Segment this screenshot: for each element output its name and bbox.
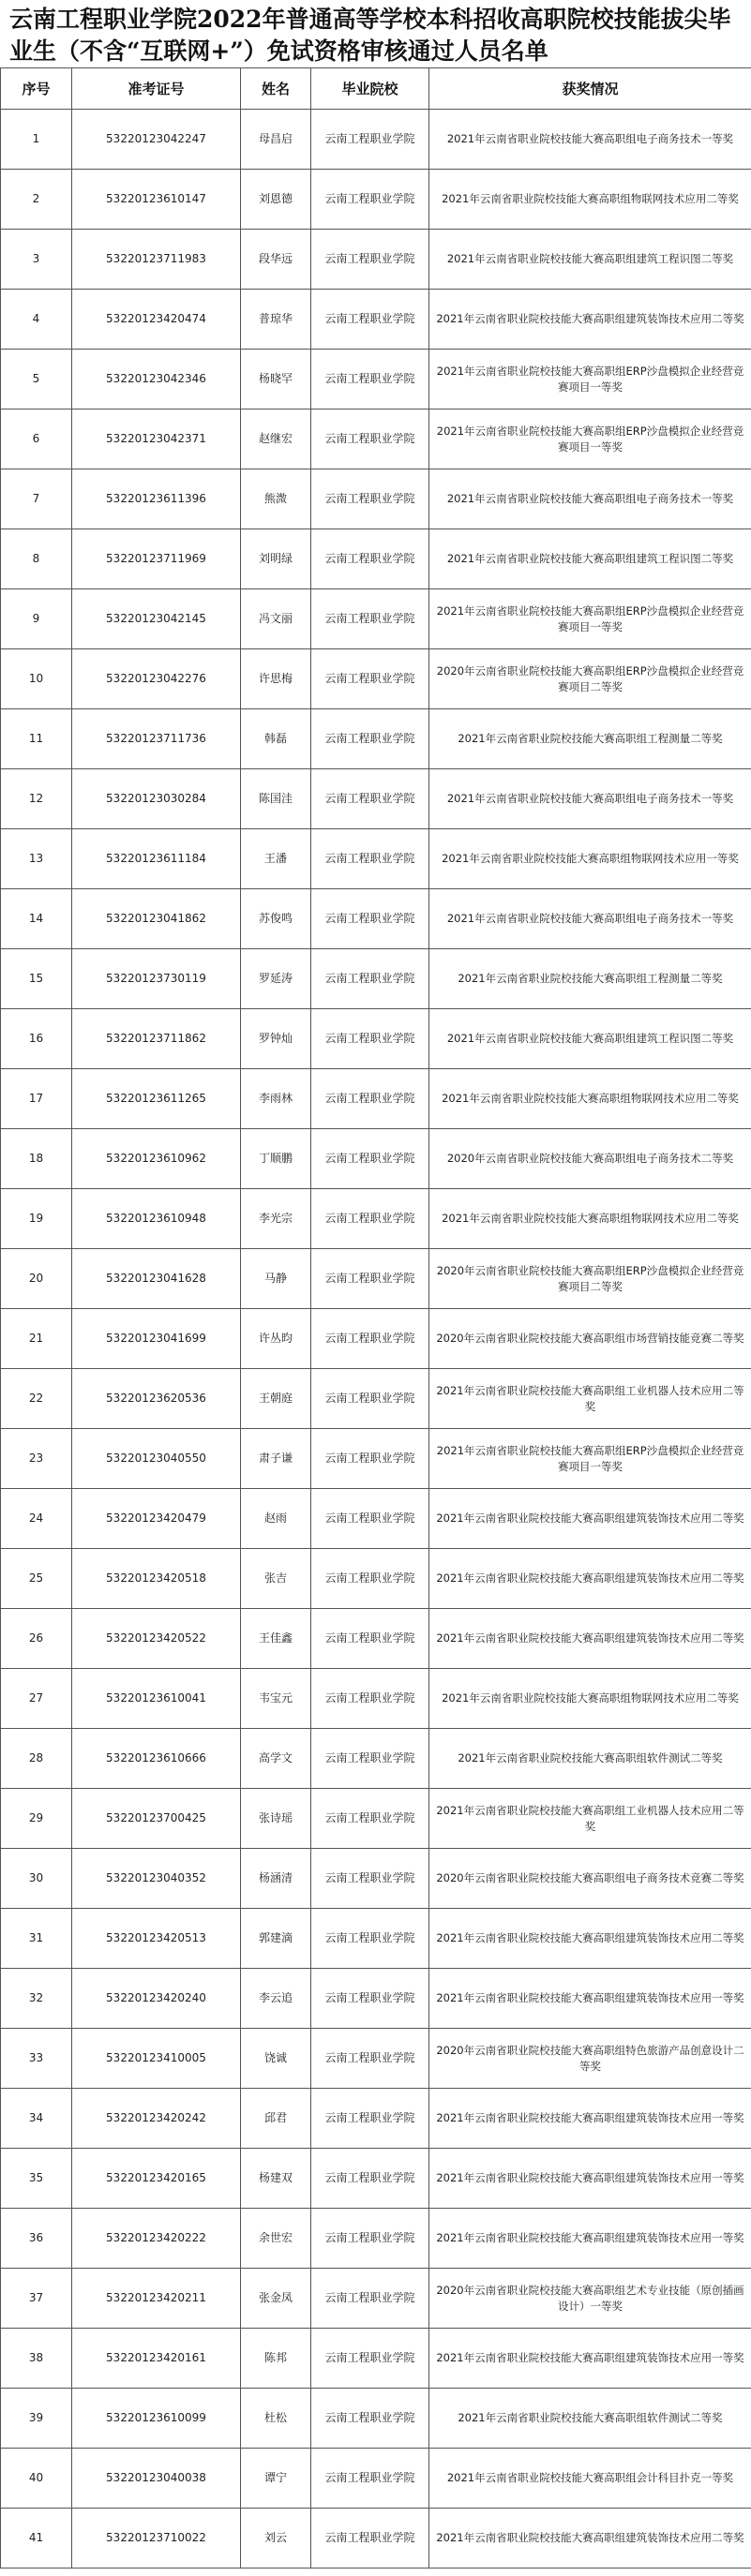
cell-name: 马静 [241, 1249, 311, 1309]
table-row [1, 1429, 751, 1489]
table-row [1, 589, 751, 649]
cell-school: 云南工程职业学院 [311, 290, 429, 350]
cell-exam-id: 53220123410005 [72, 2029, 241, 2089]
cell-name: 韦宝元 [241, 1669, 311, 1729]
cell-award: 2021年云南省职业院校技能大赛高职组会计科目扑克一等奖 [429, 2449, 751, 2509]
cell-award: 2021年云南省职业院校技能大赛高职组电子商务技术一等奖 [429, 469, 751, 529]
cell-school: 云南工程职业学院 [311, 1909, 429, 1969]
page-title: 云南工程职业学院2022年普通高等学校本科招收高职院校技能拔尖毕业生（不含“互联网+”）免试资格审核通过人员名单 [9, 6, 731, 65]
cell-award: 2021年云南省职业院校技能大赛高职组建筑装饰技术应用一等奖 [429, 2089, 751, 2149]
cell-school: 云南工程职业学院 [311, 409, 429, 469]
cell-exam-id: 53220123610099 [72, 2389, 241, 2449]
cell-school: 云南工程职业学院 [311, 1249, 429, 1309]
cell-award: 2021年云南省职业院校技能大赛高职组建筑工程识图二等奖 [429, 230, 751, 290]
cell-school: 云南工程职业学院 [311, 2329, 429, 2389]
table-row [1, 1909, 751, 1969]
cell-school: 云南工程职业学院 [311, 709, 429, 769]
cell-exam-id: 53220123611265 [72, 1069, 241, 1129]
cell-school: 云南工程职业学院 [311, 469, 429, 529]
table-row [1, 290, 751, 350]
cell-name: 张金凤 [241, 2269, 311, 2329]
cell-name: 苏俊鸣 [241, 889, 311, 949]
cell-school: 云南工程职业学院 [311, 829, 429, 889]
table-row [1, 2269, 751, 2329]
table-row [1, 2029, 751, 2089]
cell-exam-id: 53220123610666 [72, 1729, 241, 1789]
table-row [1, 2329, 751, 2389]
cell-seq: 30 [1, 1849, 72, 1909]
cell-school: 云南工程职业学院 [311, 1849, 429, 1909]
cell-award: 2021年云南省职业院校技能大赛高职组物联网技术应用二等奖 [429, 1669, 751, 1729]
cell-exam-id: 53220123420513 [72, 1909, 241, 1969]
cell-name: 王朝庭 [241, 1369, 311, 1429]
cell-exam-id: 53220123420518 [72, 1549, 241, 1609]
cell-award: 2020年云南省职业院校技能大赛高职组艺术专业技能（原创插画设计）一等奖 [429, 2269, 751, 2329]
cell-exam-id: 53220123041862 [72, 889, 241, 949]
cell-seq: 38 [1, 2329, 72, 2389]
cell-school: 云南工程职业学院 [311, 1789, 429, 1849]
cell-award: 2021年云南省职业院校技能大赛高职组建筑装饰技术应用二等奖 [429, 1549, 751, 1609]
cell-school: 云南工程职业学院 [311, 1669, 429, 1729]
cell-award: 2021年云南省职业院校技能大赛高职组物联网技术应用一等奖 [429, 829, 751, 889]
table-row [1, 1009, 751, 1069]
cell-name: 张吉 [241, 1549, 311, 1609]
cell-school: 云南工程职业学院 [311, 2449, 429, 2509]
cell-name: 许丛昀 [241, 1309, 311, 1369]
table-row [1, 469, 751, 529]
cell-school: 云南工程职业学院 [311, 110, 429, 170]
cell-seq: 12 [1, 769, 72, 829]
table-row [1, 1489, 751, 1549]
cell-name: 杨涵清 [241, 1849, 311, 1909]
cell-seq: 22 [1, 1369, 72, 1429]
cell-name: 丁顺鹏 [241, 1129, 311, 1189]
cell-seq: 9 [1, 589, 72, 649]
cell-seq: 33 [1, 2029, 72, 2089]
cell-award: 2021年云南省职业院校技能大赛高职组电子商务技术一等奖 [429, 110, 751, 170]
cell-name: 杨晓罕 [241, 350, 311, 409]
table-row [1, 1549, 751, 1609]
table-row [1, 1789, 751, 1849]
cell-name: 肃子谦 [241, 1429, 311, 1489]
cell-award: 2020年云南省职业院校技能大赛高职组ERP沙盘模拟企业经营竞赛项目二等奖 [429, 1249, 751, 1309]
cell-name: 罗钟灿 [241, 1009, 311, 1069]
cell-seq: 1 [1, 110, 72, 170]
cell-name: 李云追 [241, 1969, 311, 2029]
cell-exam-id: 53220123730119 [72, 949, 241, 1009]
cell-exam-id: 53220123042371 [72, 409, 241, 469]
cell-exam-id: 53220123030284 [72, 769, 241, 829]
table-row [1, 1249, 751, 1309]
cell-seq: 3 [1, 230, 72, 290]
cell-award: 2021年云南省职业院校技能大赛高职组建筑装饰技术应用二等奖 [429, 1489, 751, 1549]
cell-award: 2021年云南省职业院校技能大赛高职组电子商务技术一等奖 [429, 769, 751, 829]
cell-award: 2021年云南省职业院校技能大赛高职组建筑装饰技术应用二等奖 [429, 1609, 751, 1669]
cell-award: 2021年云南省职业院校技能大赛高职组ERP沙盘模拟企业经营竞赛项目一等奖 [429, 350, 751, 409]
table-row [1, 2509, 751, 2569]
header-award: 获奖情况 [429, 68, 751, 110]
cell-school: 云南工程职业学院 [311, 1549, 429, 1609]
table-row [1, 1969, 751, 2029]
cell-seq: 19 [1, 1189, 72, 1249]
cell-school: 云南工程职业学院 [311, 2029, 429, 2089]
cell-name: 高学文 [241, 1729, 311, 1789]
cell-exam-id: 53220123042276 [72, 649, 241, 709]
cell-seq: 17 [1, 1069, 72, 1129]
header-exam-id: 准考证号 [72, 68, 241, 110]
cell-exam-id: 53220123610962 [72, 1129, 241, 1189]
cell-award: 2020年云南省职业院校技能大赛高职组特色旅游产品创意设计二等奖 [429, 2029, 751, 2089]
cell-seq: 4 [1, 290, 72, 350]
cell-exam-id: 53220123711736 [72, 709, 241, 769]
table-row [1, 1129, 751, 1189]
cell-seq: 8 [1, 529, 72, 589]
cell-name: 余世宏 [241, 2209, 311, 2269]
cell-school: 云南工程职业学院 [311, 350, 429, 409]
cell-award: 2021年云南省职业院校技能大赛高职组建筑装饰技术应用一等奖 [429, 2209, 751, 2269]
cell-exam-id: 53220123700425 [72, 1789, 241, 1849]
table-row [1, 1609, 751, 1669]
cell-seq: 28 [1, 1729, 72, 1789]
cell-seq: 20 [1, 1249, 72, 1309]
table-row [1, 1189, 751, 1249]
cell-seq: 34 [1, 2089, 72, 2149]
cell-school: 云南工程职业学院 [311, 769, 429, 829]
cell-seq: 21 [1, 1309, 72, 1369]
cell-exam-id: 53220123420165 [72, 2149, 241, 2209]
cell-exam-id: 53220123610147 [72, 170, 241, 230]
table-row [1, 649, 751, 709]
cell-school: 云南工程职业学院 [311, 2089, 429, 2149]
cell-school: 云南工程职业学院 [311, 1129, 429, 1189]
cell-name: 韩磊 [241, 709, 311, 769]
cell-school: 云南工程职业学院 [311, 1429, 429, 1489]
header-seq: 序号 [1, 68, 72, 110]
table-row [1, 1069, 751, 1129]
cell-exam-id: 53220123420474 [72, 290, 241, 350]
table-row [1, 2209, 751, 2269]
cell-name: 普琼华 [241, 290, 311, 350]
cell-award: 2021年云南省职业院校技能大赛高职组物联网技术应用二等奖 [429, 1069, 751, 1129]
cell-exam-id: 53220123042247 [72, 110, 241, 170]
cell-school: 云南工程职业学院 [311, 1609, 429, 1669]
cell-exam-id: 53220123420240 [72, 1969, 241, 2029]
cell-exam-id: 53220123420211 [72, 2269, 241, 2329]
cell-school: 云南工程职业学院 [311, 2389, 429, 2449]
cell-school: 云南工程职业学院 [311, 1189, 429, 1249]
cell-name: 刘云 [241, 2509, 311, 2569]
cell-award: 2021年云南省职业院校技能大赛高职组建筑装饰技术应用二等奖 [429, 2509, 751, 2569]
cell-exam-id: 53220123040038 [72, 2449, 241, 2509]
cell-name: 李雨林 [241, 1069, 311, 1129]
cell-school: 云南工程职业学院 [311, 1069, 429, 1129]
cell-exam-id: 53220123420479 [72, 1489, 241, 1549]
table-row [1, 1369, 751, 1429]
cell-school: 云南工程职业学院 [311, 230, 429, 290]
cell-name: 段华远 [241, 230, 311, 290]
cell-seq: 32 [1, 1969, 72, 2029]
cell-name: 赵继宏 [241, 409, 311, 469]
cell-name: 陈邦 [241, 2329, 311, 2389]
cell-exam-id: 53220123610948 [72, 1189, 241, 1249]
cell-exam-id: 53220123420242 [72, 2089, 241, 2149]
cell-seq: 11 [1, 709, 72, 769]
cell-seq: 6 [1, 409, 72, 469]
table-row [1, 1729, 751, 1789]
cell-seq: 23 [1, 1429, 72, 1489]
cell-award: 2020年云南省职业院校技能大赛高职组市场营销技能竞赛二等奖 [429, 1309, 751, 1369]
cell-name: 熊溦 [241, 469, 311, 529]
table-row [1, 2089, 751, 2149]
cell-award: 2021年云南省职业院校技能大赛高职组建筑装饰技术应用二等奖 [429, 1909, 751, 1969]
cell-name: 母昌启 [241, 110, 311, 170]
cell-award: 2021年云南省职业院校技能大赛高职组软件测试二等奖 [429, 2389, 751, 2449]
cell-exam-id: 53220123420222 [72, 2209, 241, 2269]
cell-seq: 13 [1, 829, 72, 889]
cell-name: 冯文丽 [241, 589, 311, 649]
cell-exam-id: 53220123611396 [72, 469, 241, 529]
results-table [0, 67, 751, 2569]
header-name: 姓名 [241, 68, 311, 110]
cell-award: 2021年云南省职业院校技能大赛高职组物联网技术应用二等奖 [429, 1189, 751, 1249]
cell-school: 云南工程职业学院 [311, 1969, 429, 2029]
cell-seq: 41 [1, 2509, 72, 2569]
cell-award: 2021年云南省职业院校技能大赛高职组软件测试二等奖 [429, 1729, 751, 1789]
cell-award: 2021年云南省职业院校技能大赛高职组电子商务技术一等奖 [429, 889, 751, 949]
cell-school: 云南工程职业学院 [311, 2209, 429, 2269]
cell-award: 2021年云南省职业院校技能大赛高职组建筑工程识图二等奖 [429, 1009, 751, 1069]
table-row [1, 170, 751, 230]
cell-seq: 16 [1, 1009, 72, 1069]
header-school: 毕业院校 [311, 68, 429, 110]
cell-seq: 15 [1, 949, 72, 1009]
cell-seq: 36 [1, 2209, 72, 2269]
cell-school: 云南工程职业学院 [311, 889, 429, 949]
table-row [1, 709, 751, 769]
cell-seq: 18 [1, 1129, 72, 1189]
cell-seq: 24 [1, 1489, 72, 1549]
table-header-row [1, 68, 751, 110]
cell-exam-id: 53220123611184 [72, 829, 241, 889]
cell-exam-id: 53220123620536 [72, 1369, 241, 1429]
cell-school: 云南工程职业学院 [311, 1309, 429, 1369]
cell-award: 2021年云南省职业院校技能大赛高职组工程测量二等奖 [429, 949, 751, 1009]
cell-name: 王潘 [241, 829, 311, 889]
cell-seq: 10 [1, 649, 72, 709]
cell-name: 刘恩德 [241, 170, 311, 230]
table-row [1, 110, 751, 170]
table-row [1, 1669, 751, 1729]
cell-name: 邱君 [241, 2089, 311, 2149]
cell-award: 2021年云南省职业院校技能大赛高职组建筑工程识图二等奖 [429, 529, 751, 589]
cell-exam-id: 53220123711969 [72, 529, 241, 589]
cell-seq: 2 [1, 170, 72, 230]
table-row [1, 230, 751, 290]
cell-exam-id: 53220123040352 [72, 1849, 241, 1909]
cell-exam-id: 53220123711862 [72, 1009, 241, 1069]
cell-school: 云南工程职业学院 [311, 1369, 429, 1429]
cell-name: 罗延涛 [241, 949, 311, 1009]
table-row [1, 350, 751, 409]
cell-exam-id: 53220123420522 [72, 1609, 241, 1669]
table-row [1, 2449, 751, 2509]
cell-award: 2021年云南省职业院校技能大赛高职组建筑装饰技术应用一等奖 [429, 2329, 751, 2389]
cell-exam-id: 53220123420161 [72, 2329, 241, 2389]
cell-school: 云南工程职业学院 [311, 2509, 429, 2569]
cell-school: 云南工程职业学院 [311, 2269, 429, 2329]
cell-school: 云南工程职业学院 [311, 2149, 429, 2209]
cell-award: 2021年云南省职业院校技能大赛高职组工业机器人技术应用二等奖 [429, 1369, 751, 1429]
cell-seq: 35 [1, 2149, 72, 2209]
cell-award: 2021年云南省职业院校技能大赛高职组ERP沙盘模拟企业经营竞赛项目一等奖 [429, 409, 751, 469]
cell-name: 杨建双 [241, 2149, 311, 2209]
cell-award: 2020年云南省职业院校技能大赛高职组ERP沙盘模拟企业经营竞赛项目二等奖 [429, 649, 751, 709]
cell-seq: 29 [1, 1789, 72, 1849]
cell-seq: 40 [1, 2449, 72, 2509]
cell-name: 陈国洼 [241, 769, 311, 829]
table-row [1, 769, 751, 829]
cell-award: 2021年云南省职业院校技能大赛高职组工程测量二等奖 [429, 709, 751, 769]
cell-school: 云南工程职业学院 [311, 1009, 429, 1069]
cell-award: 2020年云南省职业院校技能大赛高职组电子商务技术竞赛二等奖 [429, 1849, 751, 1909]
cell-school: 云南工程职业学院 [311, 589, 429, 649]
cell-school: 云南工程职业学院 [311, 1729, 429, 1789]
cell-award: 2021年云南省职业院校技能大赛高职组建筑装饰技术应用二等奖 [429, 290, 751, 350]
cell-name: 谭宁 [241, 2449, 311, 2509]
cell-exam-id: 53220123041628 [72, 1249, 241, 1309]
cell-exam-id: 53220123610041 [72, 1669, 241, 1729]
cell-award: 2021年云南省职业院校技能大赛高职组ERP沙盘模拟企业经营竞赛项目一等奖 [429, 589, 751, 649]
cell-name: 郭建滴 [241, 1909, 311, 1969]
cell-school: 云南工程职业学院 [311, 529, 429, 589]
cell-name: 王佳鑫 [241, 1609, 311, 1669]
cell-seq: 14 [1, 889, 72, 949]
cell-award: 2021年云南省职业院校技能大赛高职组物联网技术应用二等奖 [429, 170, 751, 230]
cell-seq: 37 [1, 2269, 72, 2329]
cell-name: 李光宗 [241, 1189, 311, 1249]
cell-school: 云南工程职业学院 [311, 170, 429, 230]
table-body [1, 110, 751, 2569]
cell-exam-id: 53220123042145 [72, 589, 241, 649]
table-row [1, 409, 751, 469]
cell-award: 2021年云南省职业院校技能大赛高职组ERP沙盘模拟企业经营竞赛项目一等奖 [429, 1429, 751, 1489]
table-row [1, 1309, 751, 1369]
cell-exam-id: 53220123710022 [72, 2509, 241, 2569]
cell-award: 2021年云南省职业院校技能大赛高职组建筑装饰技术应用一等奖 [429, 1969, 751, 2029]
cell-award: 2021年云南省职业院校技能大赛高职组工业机器人技术应用二等奖 [429, 1789, 751, 1849]
table-row [1, 529, 751, 589]
table-row [1, 2389, 751, 2449]
cell-seq: 27 [1, 1669, 72, 1729]
cell-school: 云南工程职业学院 [311, 1489, 429, 1549]
table-row [1, 2149, 751, 2209]
cell-name: 杜松 [241, 2389, 311, 2449]
cell-seq: 7 [1, 469, 72, 529]
cell-seq: 5 [1, 350, 72, 409]
cell-award: 2020年云南省职业院校技能大赛高职组电子商务技术二等奖 [429, 1129, 751, 1189]
table-row [1, 889, 751, 949]
cell-seq: 25 [1, 1549, 72, 1609]
cell-exam-id: 53220123042346 [72, 350, 241, 409]
cell-name: 刘明绿 [241, 529, 311, 589]
cell-school: 云南工程职业学院 [311, 649, 429, 709]
cell-exam-id: 53220123040550 [72, 1429, 241, 1489]
cell-seq: 31 [1, 1909, 72, 1969]
cell-school: 云南工程职业学院 [311, 949, 429, 1009]
cell-name: 张诗瑶 [241, 1789, 311, 1849]
table-row [1, 829, 751, 889]
cell-seq: 26 [1, 1609, 72, 1669]
cell-exam-id: 53220123041699 [72, 1309, 241, 1369]
cell-award: 2021年云南省职业院校技能大赛高职组建筑装饰技术应用一等奖 [429, 2149, 751, 2209]
cell-name: 赵雨 [241, 1489, 311, 1549]
cell-exam-id: 53220123711983 [72, 230, 241, 290]
table-row [1, 1849, 751, 1909]
cell-seq: 39 [1, 2389, 72, 2449]
table-row [1, 949, 751, 1009]
cell-name: 饶诚 [241, 2029, 311, 2089]
cell-name: 许思梅 [241, 649, 311, 709]
